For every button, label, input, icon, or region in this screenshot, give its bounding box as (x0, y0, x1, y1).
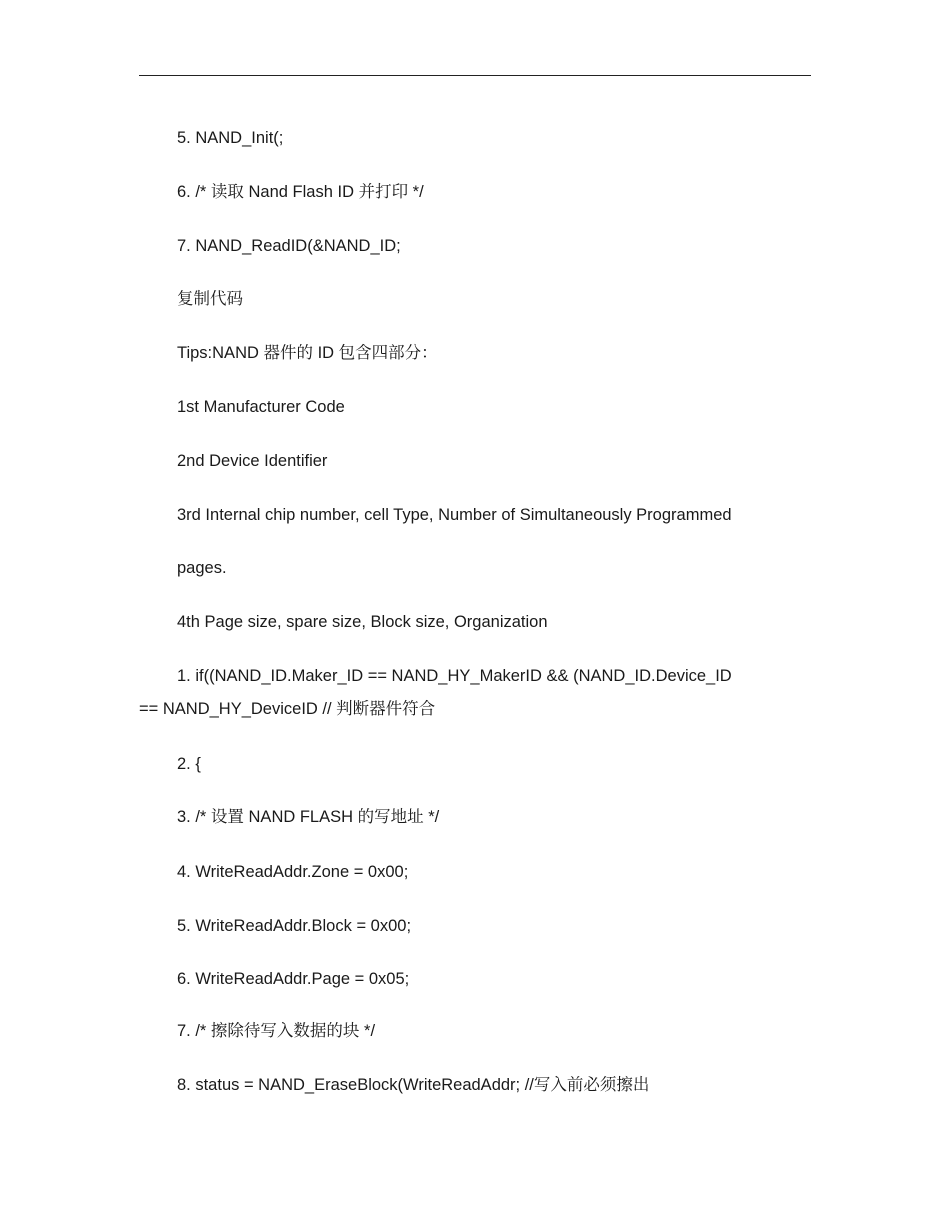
code-comment-line: 3. /* 设置 NAND FLASH 的写地址 */ (177, 808, 440, 826)
code-line: 8. status = NAND_EraseBlock(WriteReadAddr; //写入前必须擦出 (177, 1076, 650, 1094)
id-part-line: 4th Page size, spare size, Block size, Organization (177, 613, 548, 631)
code-line: 6. WriteReadAddr.Page = 0x05; (177, 970, 410, 988)
code-line: 7. NAND_ReadID(&NAND_ID; (177, 237, 401, 255)
copy-code-label: 复制代码 (177, 290, 243, 308)
code-line: 2. { (177, 755, 201, 773)
id-part-line-continued: pages. (177, 559, 227, 577)
code-line: 1. if((NAND_ID.Maker_ID == NAND_HY_MakerID && (NAND_ID.Device_ID (177, 667, 732, 685)
tips-text: Tips:NAND 器件的 ID 包含四部分： (177, 344, 438, 362)
header-rule (139, 75, 811, 76)
code-comment-line: 6. /* 读取 Nand Flash ID 并打印 */ (177, 183, 424, 201)
id-part-line: 2nd Device Identifier (177, 452, 328, 470)
code-line: 5. WriteReadAddr.Block = 0x00; (177, 917, 412, 935)
code-line-continued: == NAND_HY_DeviceID // 判断器件符合 (139, 700, 436, 718)
id-part-line: 3rd Internal chip number, cell Type, Number of Simultaneously Programmed (177, 506, 732, 524)
id-part-line: 1st Manufacturer Code (177, 398, 345, 416)
code-comment-line: 7. /* 擦除待写入数据的块 */ (177, 1022, 376, 1040)
code-line: 5. NAND_Init(; (177, 129, 284, 147)
code-line: 4. WriteReadAddr.Zone = 0x00; (177, 863, 409, 881)
